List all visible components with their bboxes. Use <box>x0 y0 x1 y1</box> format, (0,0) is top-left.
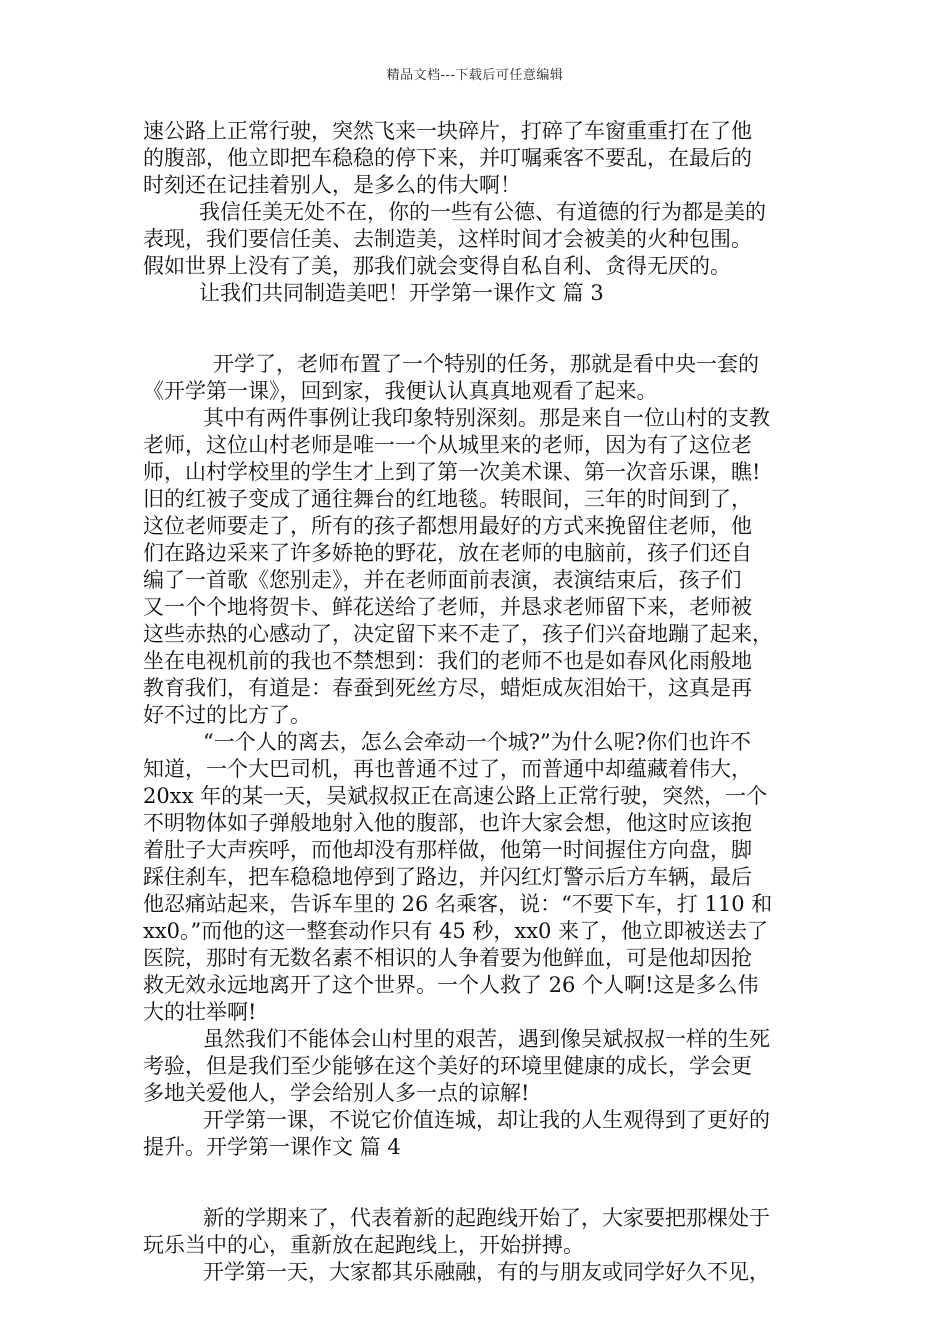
paragraph-start: 开学第一天，大家都其乐融融，有的与朋友或同学好久不见， <box>203 1260 770 1284</box>
page-header: 精品文档---下载后可任意编辑 <box>386 68 564 83</box>
text-line: 不明物体如子弹般地射入他的腹部，也许大家会想，他这时应该抱 <box>143 811 752 835</box>
text-line: 20xx 年的某一天，吴斌叔叔正在高速公路上正常行驶，突然，一个 <box>143 784 768 808</box>
text-line: 着肚子大声疾呼，而他却没有那样做，他第一时间握住方向盘，脚 <box>143 838 752 862</box>
text-line: 编了一首歌《您别走》，并在老师面前表演，表演结束后，孩子们 <box>143 568 742 592</box>
section-gap <box>143 307 807 351</box>
text-line: 玩乐当中的心，重新放在起跑线上，开始拼搏。 <box>143 1233 584 1257</box>
paragraph-start: 其中有两件事例让我印象特别深刻。那是来自一位山村的支教 <box>203 406 770 430</box>
text-line: 考验，但是我们至少能够在这个美好的环境里健康的成长，学会更 <box>143 1054 752 1078</box>
text-line: 假如世界上没有了美，那我们就会变得自私自利、贪得无厌的。 <box>143 254 731 278</box>
text-line: 表现，我们要信任美、去制造美，这样时间才会被美的火种包围。 <box>143 227 752 251</box>
text-line: 们在路边采来了许多娇艳的野花，放在老师的电脑前，孩子们还自 <box>143 541 752 565</box>
text-line: 这位老师要走了，所有的孩子都想用最好的方式来挽留住老师，他 <box>143 514 752 538</box>
text-line: xx0。”而他的这一整套动作只有 45 秒，xx0 来了，他立即被送去了 <box>143 919 769 943</box>
paragraph-start: 新的学期来了，代表着新的起跑线开始了，大家要把那棵处于 <box>203 1206 770 1230</box>
text-line: 坐在电视机前的我也不禁想到：我们的老师不也是如春风化雨般地 <box>143 649 752 673</box>
text-line: 速公路上正常行驶，突然飞来一块碎片，打碎了车窗重重打在了他 <box>143 119 752 143</box>
text-line: 时刻还在记挂着别人，是多么的伟大啊！ <box>143 173 521 197</box>
text-line: 救无效永远地离开了这个世界。一个人救了 26 个人啊!这是多么伟 <box>143 973 759 997</box>
text-line: 多地关爱他人，学会给别人多一点的谅解! <box>143 1081 530 1105</box>
text-line: 好不过的比方了。 <box>143 703 311 727</box>
section-heading-3: 让我们共同制造美吧！开学第一课作文 篇 3 <box>199 281 604 305</box>
text-line: 教育我们，有道是：春蚕到死丝方尽，蜡炬成灰泪始干，这真是再 <box>143 676 752 700</box>
text-line: 的腹部，他立即把车稳稳的停下来，并叮嘱乘客不要乱，在最后的 <box>143 146 752 170</box>
paragraph-start: 我信任美无处不在，你的一些有公德、有道德的行为都是美的 <box>199 200 766 224</box>
paragraph-start: 虽然我们不能体会山村里的艰苦，遇到像吴斌叔叔一样的生死 <box>203 1027 770 1051</box>
document-body <box>143 118 807 1286</box>
text-line: 大的壮举啊! <box>143 1000 257 1024</box>
text-line: 老师，这位山村老师是唯一一个从城里来的老师，因为有了这位老 <box>143 433 752 457</box>
paragraph-start: 开学了，老师布置了一个特别的任务，那就是看中央一套的 <box>213 352 759 376</box>
text-line: 又一个个地将贺卡、鲜花送给了老师，并恳求老师留下来，老师被 <box>143 595 752 619</box>
text-line: 旧的红被子变成了通往舞台的红地毯。转眼间，三年的时间到了， <box>143 487 752 511</box>
text-line: 《开学第一课》，回到家，我便认认真真地观看了起来。 <box>143 379 658 403</box>
text-line: 踩住刹车，把车稳稳地停到了路边，并闪红灯警示后方车辆，最后 <box>143 865 752 889</box>
text-line: 知道，一个大巴司机，再也普通不过了，而普通中却蕴藏着伟大， <box>143 757 752 781</box>
paragraph-start: “一个人的离去，怎么会牵动一个城?”为什么呢?你们也许不 <box>203 730 751 754</box>
text-line: 医院，那时有无数名素不相识的人争着要为他鲜血，可是他却因抢 <box>143 946 752 970</box>
section-gap <box>143 1161 807 1205</box>
text-line: 这些赤热的心感动了，决定留下来不走了，孩子们兴奋地蹦了起来， <box>143 622 773 646</box>
paragraph-start: 开学第一课，不说它价值连城，却让我的人生观得到了更好的 <box>203 1108 770 1132</box>
section-heading-4: 提升。开学第一课作文 篇 4 <box>143 1135 401 1159</box>
text-line: 师，山村学校里的学生才上到了第一次美术课、第一次音乐课，瞧! <box>143 460 761 484</box>
text-line: 他忍痛站起来，告诉车里的 26 名乘客，说：“不要下车，打 110 和 <box>143 892 773 916</box>
